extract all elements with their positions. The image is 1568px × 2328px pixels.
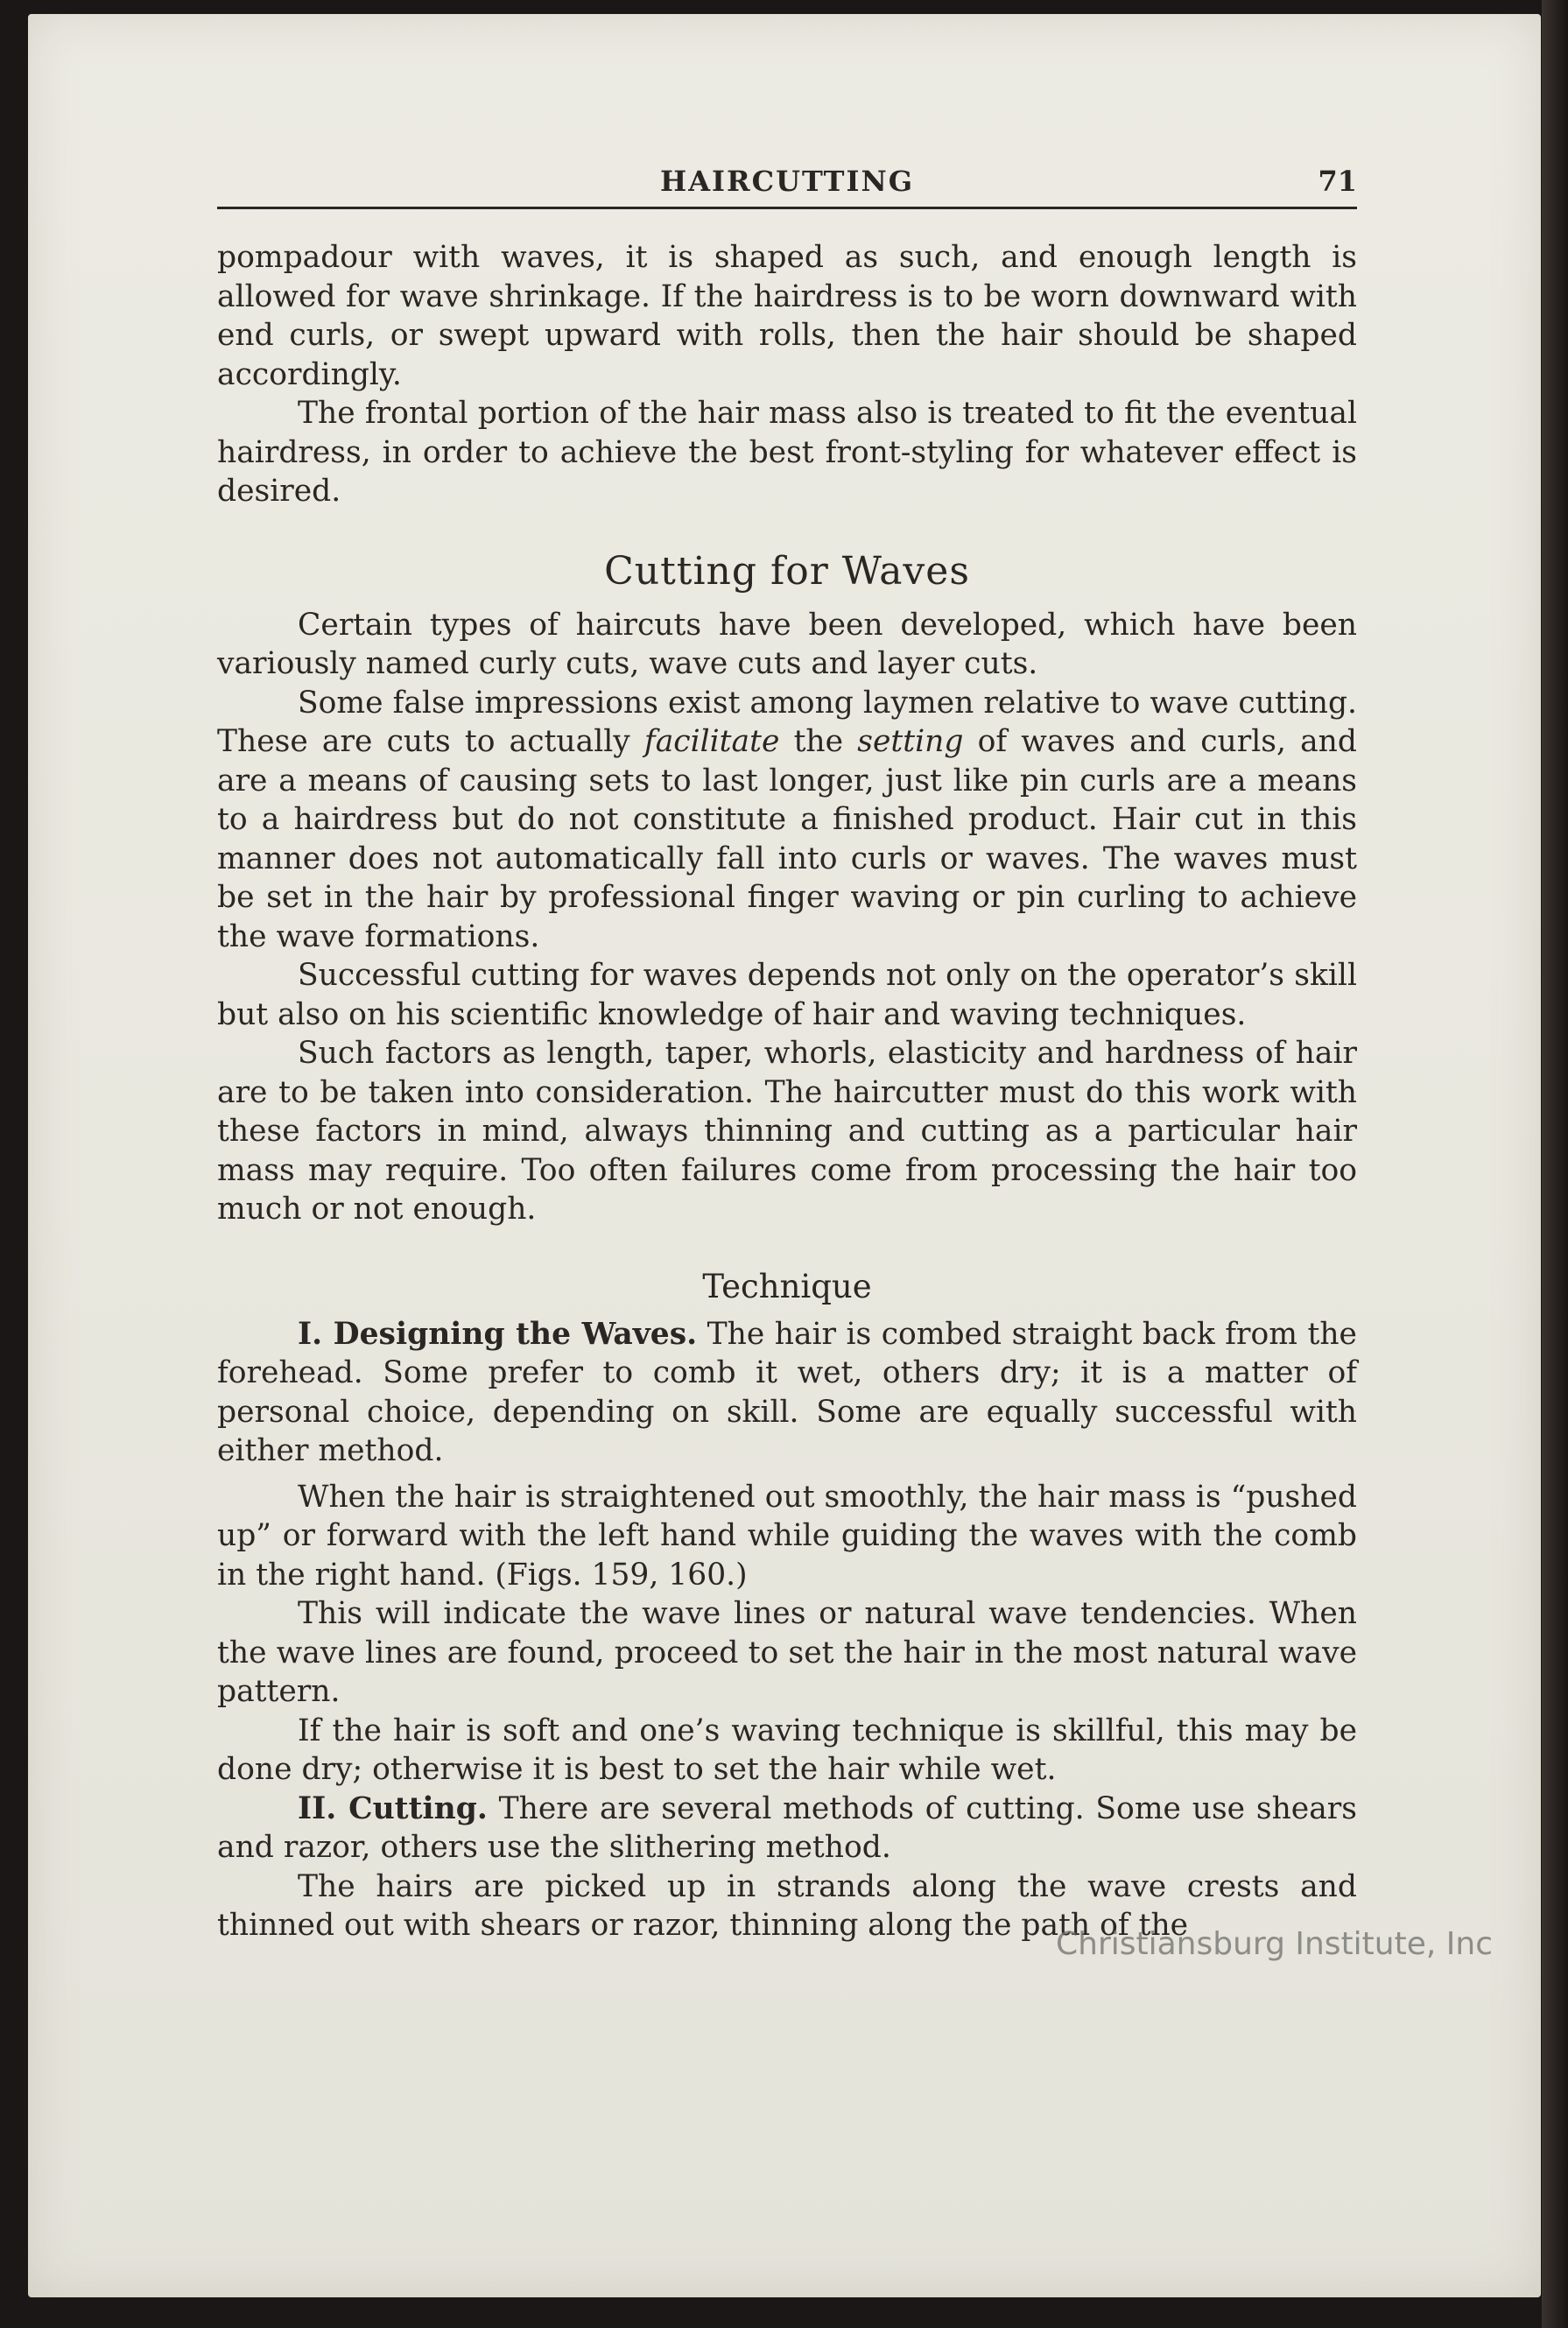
emphasis-setting: setting bbox=[857, 724, 964, 759]
text-run: There are several methods of cutting. Some use shears and razor, others use the slithering method. bbox=[217, 1790, 1357, 1865]
text-run: The hair is combed straight back from the forehead. Some prefer to comb it wet, others dry; it is a matter of personal choice, depending on skill. Some are equally successful with either method. bbox=[217, 1316, 1357, 1468]
page-body bbox=[217, 238, 1357, 1945]
emphasis-facilitate: facilitate bbox=[643, 724, 780, 759]
page-header bbox=[217, 158, 1357, 209]
paragraph-technique-2: When the hair is straightened out smoothly, the hair mass is “pushed up” or forward with the left hand while guiding the waves with the comb in the right hand. (Figs. 159, 160.) bbox=[217, 1479, 1357, 1593]
section-title-cutting-for-waves: Cutting for Waves bbox=[604, 548, 970, 594]
text-run: of waves and curls, and are a means of causing sets to last longer, just like pin curls are a means to a hairdress but do not constitute a finished product. Hair cut in this manner does not automatically fall into curls or waves. The waves must be set in the hair by professional finger waving or pin curling to achieve the wave formations. bbox=[217, 724, 1357, 954]
run-in-heading-designing: I. Designing the Waves. bbox=[298, 1316, 698, 1352]
paragraph-cutting-4: Such factors as length, taper, whorls, elasticity and hardness of hair are to be taken into consideration. The haircutter must do this work with these factors in mind, always thinning and cutting as a particular hair mass may require. Too often failures come from processing the hair too much or not enough. bbox=[217, 1036, 1357, 1227]
page-number: 71 bbox=[1318, 165, 1357, 198]
paragraph-cutting-2 bbox=[217, 684, 1357, 957]
text-run: Some false impressions exist among laymen relative to wave cutting. These are cuts to actually bbox=[217, 685, 1357, 759]
paragraph-technique-6: The hairs are picked up in strands along the wave crests and thinned out with shears or razor, thinning along the path of the bbox=[217, 1868, 1357, 1943]
section-title-technique: Technique bbox=[702, 1267, 872, 1305]
paragraph-technique-5 bbox=[217, 1790, 1357, 1867]
text-run: the bbox=[779, 724, 858, 759]
paragraph-intro-2: The frontal portion of the hair mass also is treated to fit the eventual hairdress, in order to achieve the best front-styling for whatever effect is desired. bbox=[217, 396, 1357, 509]
page-edge-shadow bbox=[1542, 0, 1568, 2328]
paragraph-cutting-3: Successful cutting for waves depends not only on the operator’s skill but also on his scientific knowledge of hair and waving techniques. bbox=[217, 958, 1357, 1032]
paragraph-technique-4: If the hair is soft and one’s waving technique is skillful, this may be done dry; otherwise it is best to set the hair while wet. bbox=[217, 1713, 1357, 1787]
paragraph-intro-1: pompadour with waves, it is shaped as such, and enough length is allowed for wave shrinkage. If the hairdress is to be worn downward with end curls, or swept upward with rolls, then the hair should be shaped accordingly. bbox=[217, 240, 1357, 392]
run-in-heading-cutting: II. Cutting. bbox=[298, 1790, 488, 1826]
watermark: Christiansburg Institute, Inc bbox=[1055, 1926, 1493, 1962]
paragraph-cutting-1: Certain types of haircuts have been developed, which have been variously named curly cuts, wave cuts and layer cuts. bbox=[217, 607, 1357, 681]
running-head: HAIRCUTTING bbox=[659, 165, 915, 198]
paragraph-technique-1 bbox=[217, 1315, 1357, 1471]
paragraph-technique-3: This will indicate the wave lines or natural wave tendencies. When the wave lines are found, proceed to set the hair in the most natural wave pattern. bbox=[217, 1596, 1357, 1709]
